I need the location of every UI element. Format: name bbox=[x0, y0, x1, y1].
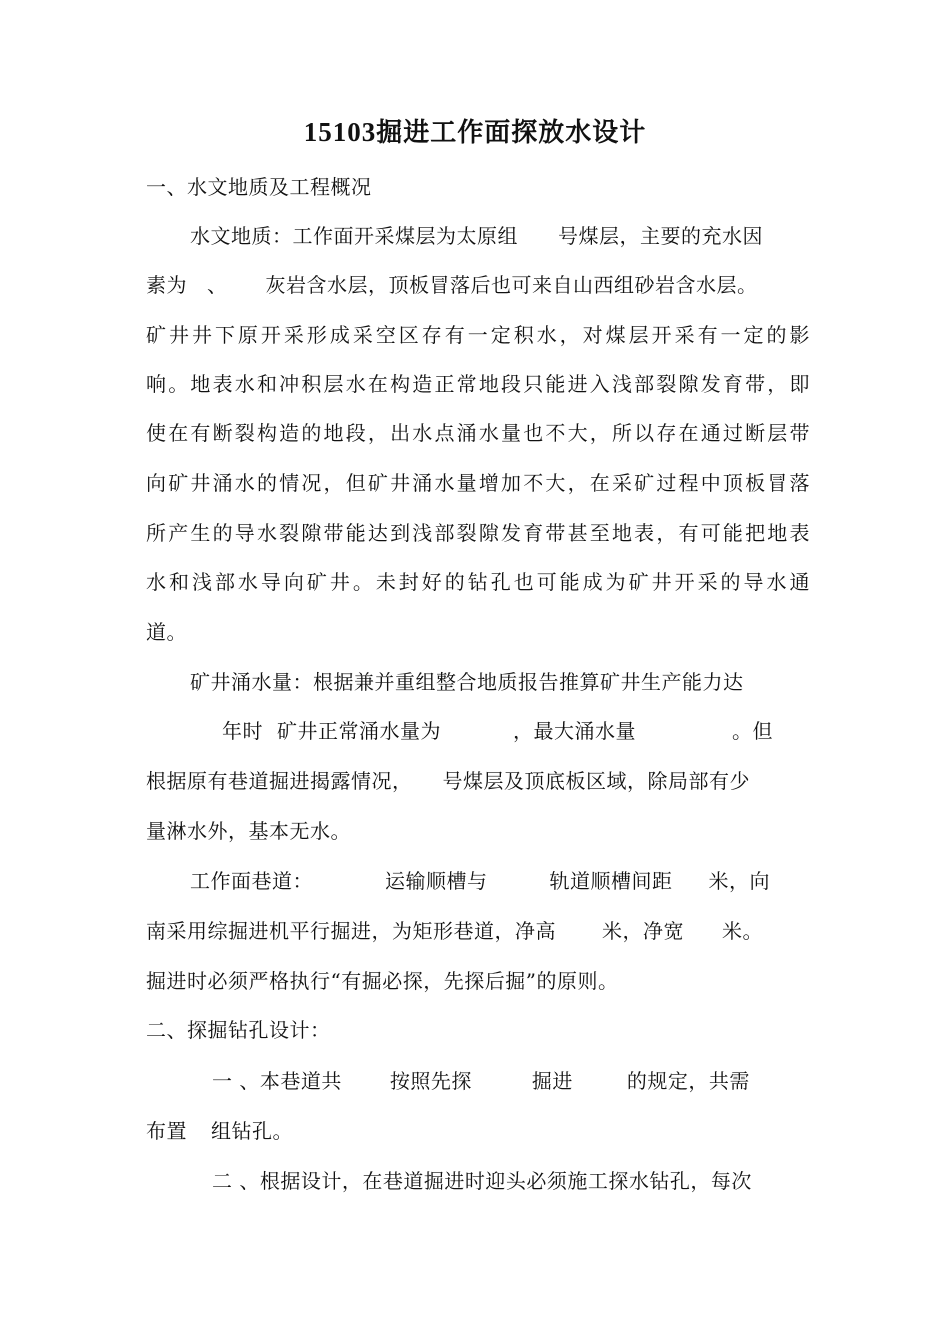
paragraph-line: 矿井涌水量：根据兼并重组整合地质报告推算矿井生产能力达 bbox=[190, 670, 744, 694]
title-number: 15103 bbox=[303, 117, 377, 147]
document-title bbox=[0, 114, 950, 151]
paragraph-line: 二 、根据设计，在巷道掘进时迎头必须施工探水钻孔，每次 bbox=[212, 1169, 752, 1193]
title-text: 掘进工作面探放水设计 bbox=[376, 118, 647, 148]
paragraph-line: 掘进时必须严格执行“有掘必探，先探后掘”的原则。 bbox=[146, 969, 619, 993]
paragraph-line: 道。 bbox=[146, 620, 187, 644]
section-heading-1: 一、水文地质及工程概况 bbox=[146, 175, 372, 199]
paragraph-line: 工作面巷道： 运输顺槽与 轨道顺槽间距 米，向 bbox=[190, 869, 770, 893]
paragraph-line: 矿井井下原开采形成采空区存有一定积水，对煤层开采有一定的影 bbox=[146, 323, 810, 347]
paragraph-line: 南采用综掘进机平行掘进，为矩形巷道，净高 米，净宽 米。 bbox=[146, 919, 763, 943]
paragraph-line: 水和浅部水导向矿井。未封好的钻孔也可能成为矿井开采的导水通 bbox=[146, 570, 810, 594]
paragraph-line: 所产生的导水裂隙带能达到浅部裂隙发育带甚至地表，有可能把地表 bbox=[146, 521, 810, 545]
paragraph-line: 布置 组钻孔。 bbox=[146, 1119, 293, 1143]
section-heading-2: 二、探掘钻孔设计： bbox=[146, 1018, 331, 1042]
paragraph-line: 水文地质：工作面开采煤层为太原组 号煤层，主要的充水因 bbox=[190, 224, 763, 248]
paragraph-line: 根据原有巷道掘进揭露情况， 号煤层及顶底板区域，除局部有少 bbox=[146, 769, 750, 793]
paragraph-line: 素为 、 灰岩含水层，顶板冒落后也可来自山西组砂岩含水层。 bbox=[146, 273, 758, 297]
paragraph-line: 响。地表水和冲积层水在构造正常地段只能进入浅部裂隙发育带，即 bbox=[146, 372, 810, 396]
paragraph-line: 向矿井涌水的情况，但矿井涌水量增加不大，在采矿过程中顶板冒落 bbox=[146, 471, 810, 495]
paragraph-line: 量淋水外，基本无水。 bbox=[146, 819, 351, 843]
paragraph-line: 使在有断裂构造的地段，出水点涌水量也不大，所以存在通过断层带 bbox=[146, 421, 810, 445]
paragraph-line: 一 、本巷道共 按照先探 掘进 的规定，共需 bbox=[212, 1069, 750, 1093]
paragraph-line: 年时 矿井正常涌水量为 ，最大涌水量 。但 bbox=[222, 719, 773, 743]
